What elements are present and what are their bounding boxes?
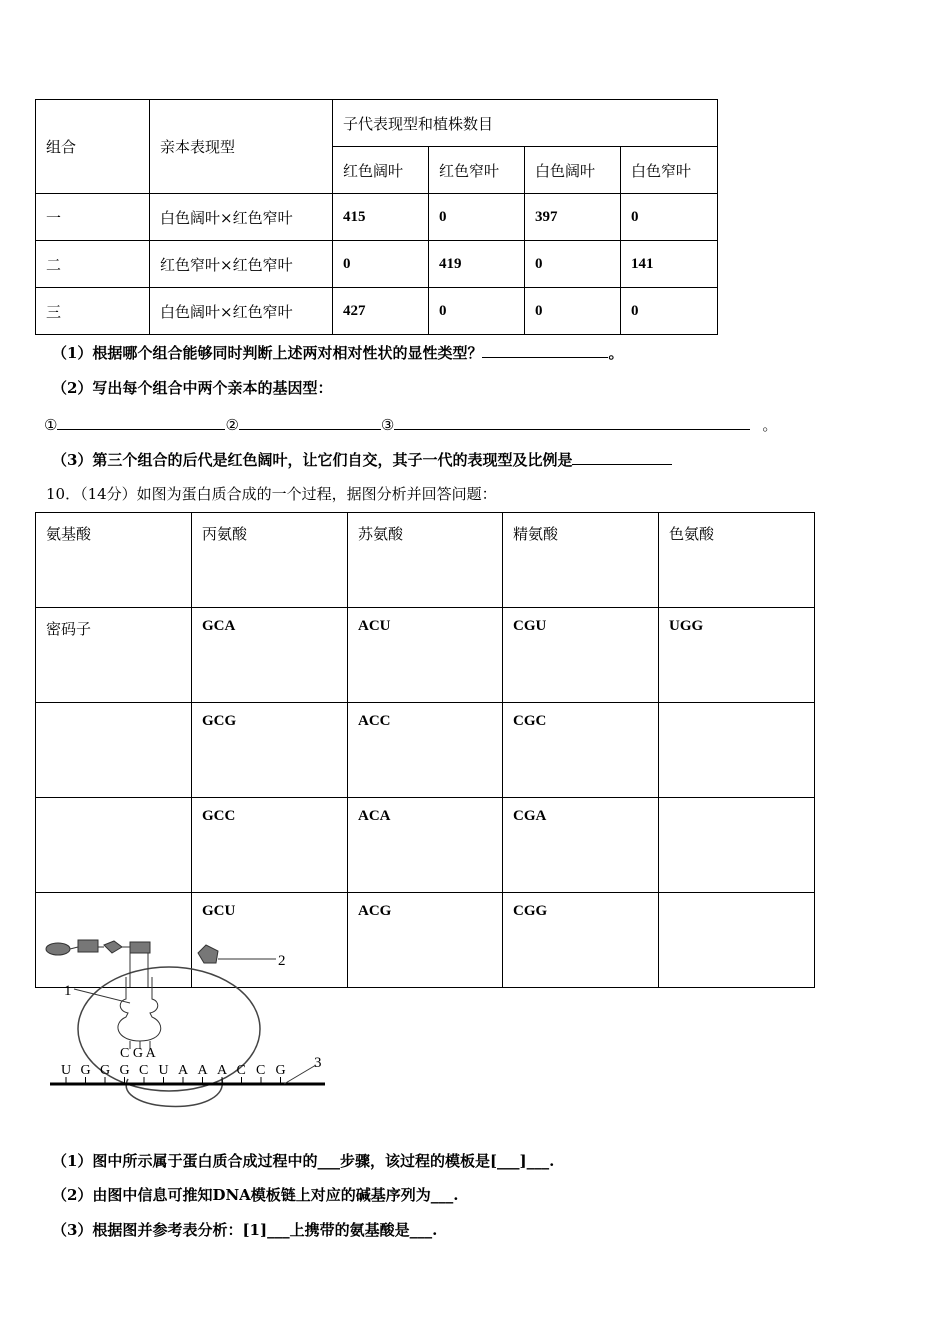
parents-cell: 白色阔叶×红色窄叶: [150, 194, 333, 241]
mrna-base: G: [275, 1063, 286, 1078]
count-cell: 0: [333, 241, 429, 288]
label-2: 2: [278, 953, 286, 969]
codon-cell: CGG: [503, 893, 659, 988]
mrna-base: G: [119, 1063, 130, 1078]
codon-cell: [659, 703, 815, 798]
group-cell: 三: [36, 288, 150, 335]
anticodon-label: C G A: [120, 1046, 156, 1061]
amino-acid-header: 精氨酸: [503, 513, 659, 608]
table-row: [36, 288, 718, 335]
q9-line-1: [52, 342, 623, 363]
mrna-base: G: [80, 1063, 91, 1078]
header-amino-acid: 氨基酸: [36, 513, 192, 608]
q9-q1-text: （1）根据哪个组合能够同时判断上述两对相对性状的显性类型？: [52, 344, 483, 362]
codon-cell: UGG: [659, 608, 815, 703]
codon-cell: CGA: [503, 798, 659, 893]
mrna-bases: [61, 1063, 286, 1084]
label-1: 1: [64, 983, 72, 999]
q9-q1-end: 。: [608, 344, 624, 362]
trna-body: [118, 977, 161, 1041]
count-cell: 0: [525, 288, 621, 335]
label-line-1: [74, 989, 130, 1003]
mrna-base: U: [61, 1063, 72, 1078]
codon-cell: GCC: [192, 798, 348, 893]
mrna-base: C: [256, 1063, 266, 1078]
count-cell: 419: [429, 241, 525, 288]
free-amino-acid: [198, 945, 218, 963]
group-cell: 一: [36, 194, 150, 241]
q9-line-2: （2）写出每个组合中两个亲本的基因型：: [52, 379, 333, 397]
codon-cell: ACC: [348, 703, 503, 798]
empty-cell: [36, 798, 192, 893]
count-cell: 0: [621, 194, 718, 241]
parents-cell: 红色窄叶×红色窄叶: [150, 241, 333, 288]
header-offspring: 子代表现型和植株数目: [333, 100, 718, 147]
codon-cell: CGC: [503, 703, 659, 798]
amino-acid-header: 色氨酸: [659, 513, 815, 608]
count-cell: 0: [429, 194, 525, 241]
phenotype-header: 红色阔叶: [333, 147, 429, 194]
table-row: [36, 241, 718, 288]
count-cell: 0: [525, 241, 621, 288]
phenotype-header: 白色窄叶: [621, 147, 718, 194]
codon-cell: ACU: [348, 608, 503, 703]
marker-2: ②: [225, 416, 239, 434]
q10-s1: （1）图中所示属于蛋白质合成过程中的___步骤，该过程的模板是[___]___.: [52, 1152, 555, 1170]
marker-1: ①: [44, 416, 58, 434]
cross-result-table: [35, 99, 718, 335]
count-cell: 141: [621, 241, 718, 288]
q9-q3-text: （3）第三个组合的后代是红色阔叶，让它们自交，其子一代的表现型及比例是: [52, 451, 573, 469]
marker-3: ③: [380, 416, 395, 434]
parents-cell: 白色阔叶×红色窄叶: [150, 288, 333, 335]
answer-blank-3[interactable]: [394, 415, 750, 430]
mrna-base: C: [139, 1063, 149, 1078]
empty-cell: [36, 703, 192, 798]
phenotype-header: 白色阔叶: [525, 147, 621, 194]
label-line-3: [284, 1065, 316, 1084]
table-row: [36, 798, 815, 893]
count-cell: 397: [525, 194, 621, 241]
mrna-base: G: [100, 1063, 111, 1078]
codon-cell: CGU: [503, 608, 659, 703]
table-row: [36, 703, 815, 798]
phenotype-header: 红色窄叶: [429, 147, 525, 194]
codon-cell: ACG: [348, 893, 503, 988]
peptide-bond: [70, 947, 78, 949]
answer-blank-2[interactable]: [239, 415, 381, 430]
codon-cell: [659, 798, 815, 893]
count-cell: 415: [333, 194, 429, 241]
codon-cell: GCA: [192, 608, 348, 703]
q9-line-4: [52, 449, 672, 470]
table-row: [36, 194, 718, 241]
amino-acid-bead: [78, 940, 98, 952]
amino-acid-bead: [130, 942, 150, 953]
amino-acid-header: 苏氨酸: [348, 513, 503, 608]
codon-cell: ACA: [348, 798, 503, 893]
mrna-base: A: [178, 1063, 189, 1078]
table-row: [36, 608, 815, 703]
mrna-base: C: [236, 1063, 246, 1078]
answer-blank-1[interactable]: [57, 415, 225, 430]
codon-table: [35, 512, 815, 988]
amino-acid-bead: [104, 941, 122, 953]
count-cell: 427: [333, 288, 429, 335]
codon-cell: GCU: [192, 893, 348, 988]
translation-diagram: [40, 937, 340, 1127]
q9-q2-end: 。: [762, 416, 778, 434]
amino-acid-bead: [46, 943, 70, 955]
answer-blank[interactable]: [572, 450, 672, 465]
mrna-base: A: [197, 1063, 208, 1078]
mrna-base: A: [217, 1063, 228, 1078]
q9-line-3: [44, 414, 777, 435]
label-3: 3: [314, 1055, 322, 1071]
codon-cell: GCG: [192, 703, 348, 798]
mrna-base: U: [158, 1063, 169, 1078]
codon-cell: [659, 893, 815, 988]
q10-s3: （3）根据图并参考表分析：[1]___上携带的氨基酸是___.: [52, 1221, 438, 1239]
row-label-codon: 密码子: [36, 608, 192, 703]
header-group: 组合: [36, 100, 150, 194]
amino-acid-header: 丙氨酸: [192, 513, 348, 608]
q10-title: 10．（14分）如图为蛋白质合成的一个过程，据图分析并回答问题：: [46, 485, 497, 503]
count-cell: 0: [621, 288, 718, 335]
header-parent: 亲本表现型: [150, 100, 333, 194]
q10-s2: （2）由图中信息可推知DNA模板链上对应的碱基序列为___.: [52, 1186, 459, 1204]
count-cell: 0: [429, 288, 525, 335]
answer-blank[interactable]: [482, 343, 608, 358]
group-cell: 二: [36, 241, 150, 288]
